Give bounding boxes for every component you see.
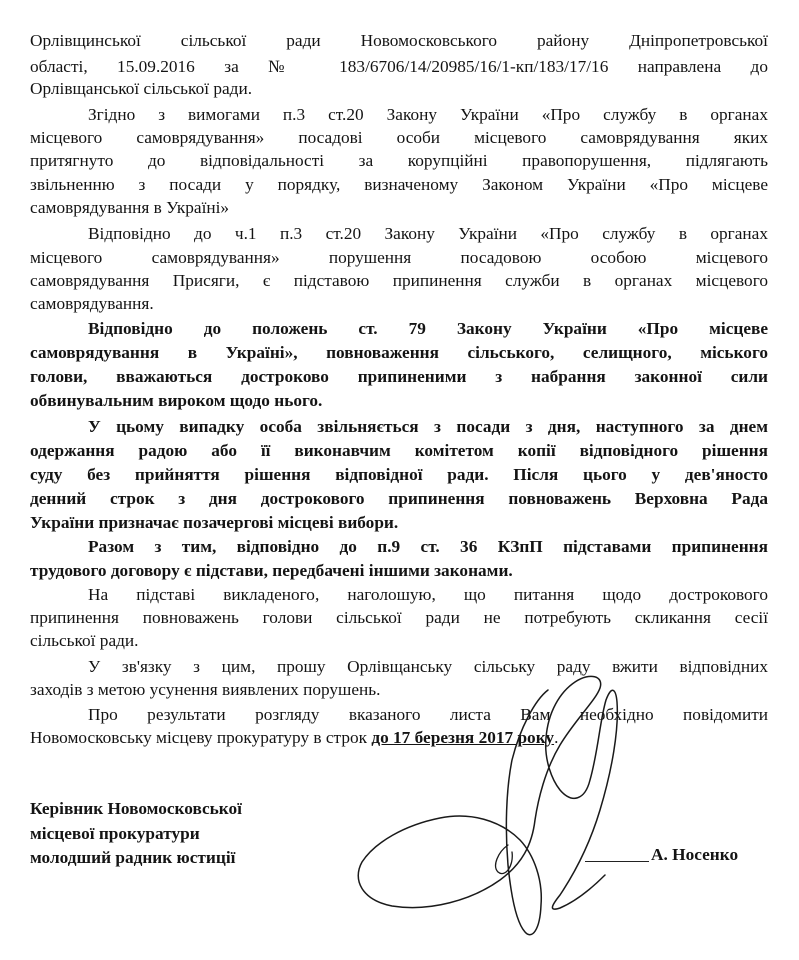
text-line <box>30 727 768 749</box>
signatory-title-line: молодший радник юстиції <box>30 848 236 867</box>
text-line: сільської ради. <box>30 631 139 650</box>
deadline-suffix: . <box>554 728 559 747</box>
text-line: Орлівщанської сільської ради. <box>30 79 253 98</box>
signatory-title-line: місцевої прокуратури <box>30 823 200 843</box>
text-line: Орлівщинської сільської ради Новомосковського району Дніпропетровської <box>30 31 768 50</box>
text-line: самоврядування в Україні» <box>30 198 230 217</box>
text-line-bold: самоврядування в Україні», повноваження сільського, селищного, міського <box>30 343 768 362</box>
signature-line <box>585 861 649 862</box>
text-line: припинення повноважень голови сільської ради не потребують скликання сесії <box>30 608 768 627</box>
text-line: самоврядування Присяги, є підставою припинення служби в органах місцевого <box>30 271 768 290</box>
text-line: звільненню з посади у порядку, визначеному Законом України «Про місцеве <box>30 175 768 194</box>
text-line: області, 15.09.2016 за № 183/6706/14/20985/16/1-кп/183/17/16 направлена до <box>30 57 768 76</box>
text-line: місцевого самоврядування» порушення посадовою особою місцевого <box>30 248 768 267</box>
text-line-bold: денний строк з дня дострокового припинення повноважень Верховна Рада <box>30 489 768 508</box>
text-line-bold: голови, вважаються достроково припиненими з набрання законної сили <box>30 367 768 386</box>
text-line: притягнуто до відповідальності за корупційні правопорушення, підлягають <box>30 151 768 170</box>
signatory-title-line: Керівник Новомосковської <box>30 799 242 818</box>
text-line-bold: одержання радою або її виконавчим комітетом копії відповідного рішення <box>30 441 768 460</box>
text-line: Згідно з вимогами п.3 ст.20 Закону України «Про службу в органах <box>88 105 768 124</box>
deadline-prefix: Новомосковську місцеву прокуратуру в строк <box>30 728 367 747</box>
text-line-bold: України призначає позачергові місцеві вибори. <box>30 513 399 532</box>
signatory-title <box>30 797 242 871</box>
text-line: місцевого самоврядування» посадові особи місцевого самоврядування яких <box>30 128 768 147</box>
text-line: заходів з метою усунення виявлених порушень. <box>30 680 381 699</box>
text-line-bold: трудового договору є підстави, передбачені іншими законами. <box>30 561 513 580</box>
text-line: Про результати розгляду вказаного листа Вам необхідно повідомити <box>88 705 768 724</box>
text-line-bold: У цьому випадку особа звільняється з посади з дня, наступного за днем <box>88 417 768 436</box>
text-line-bold: обвинувальним вироком щодо нього. <box>30 391 323 410</box>
text-line-bold: Відповідно до положень ст. 79 Закону України «Про місцеве <box>88 319 768 338</box>
text-line-bold: суду без прийняття рішення відповідної ради. Після цього у дев'яносто <box>30 465 768 484</box>
text-line: На підставі викладеного, наголошую, що питання щодо дострокового <box>88 585 768 604</box>
text-line: Відповідно до ч.1 п.3 ст.20 Закону України «Про службу в органах <box>88 224 768 243</box>
deadline-date: до 17 березня 2017 року <box>371 728 555 747</box>
text-line-bold: Разом з тим, відповідно до п.9 ст. 36 КЗпП підставами припинення <box>88 537 768 556</box>
signatory-name: А. Носенко <box>651 845 739 864</box>
text-line: У зв'язку з цим, прошу Орлівщанську сільську раду вжити відповідних <box>88 657 768 676</box>
text-line: самоврядування. <box>30 294 154 313</box>
